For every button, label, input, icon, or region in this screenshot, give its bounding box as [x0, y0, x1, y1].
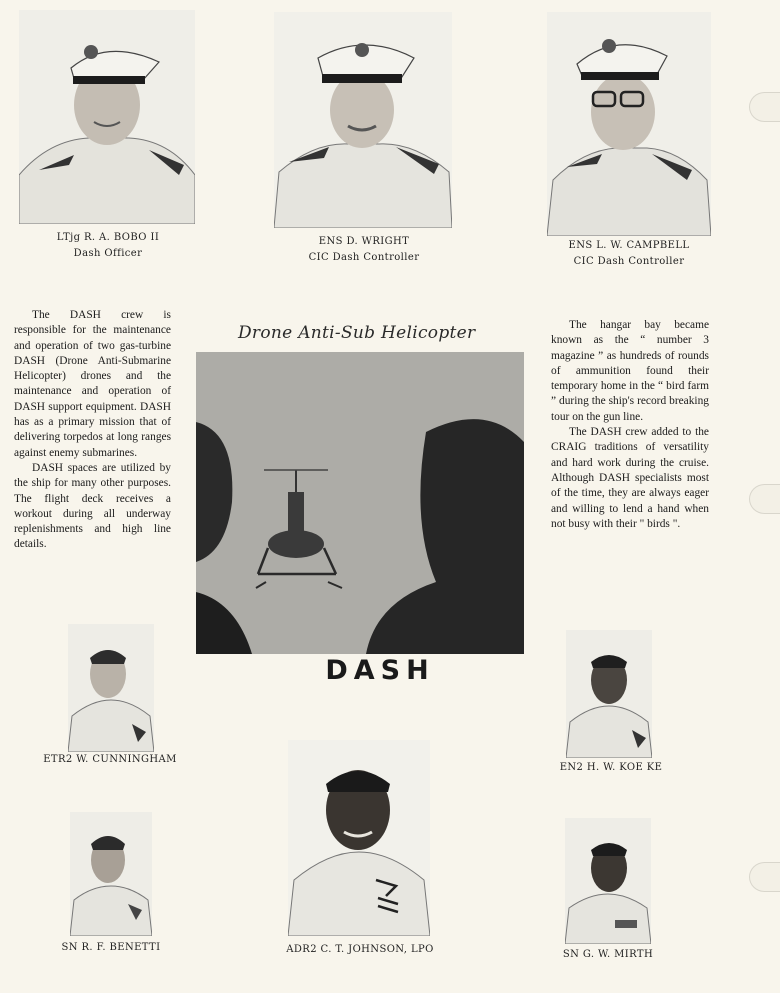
crew-photo-johnson	[288, 740, 430, 936]
officer-photo-bobo	[19, 10, 195, 224]
officer-photo-campbell	[547, 12, 711, 236]
officer-photo-wright	[274, 12, 452, 228]
punch-hole	[749, 484, 780, 514]
officer-name: LTjg R. A. BOBO II	[56, 232, 160, 243]
crew-caption-benetti	[44, 940, 178, 956]
officer-title: Dash Officer	[73, 248, 143, 259]
crew-caption-cunningham	[40, 752, 180, 768]
paragraph: The DASH crew is responsible for the maintenance and operation of two gas-turbine DASH (Drone Anti-Submarine Helicopter) drones and the maintenance and operation of DASH support equipment. DASH has as a primary mission that of delivering torpedos at long ranges against enemy submarines.	[14, 309, 171, 459]
paragraph: DASH spaces are utilized by the ship for many other purposes. The flight deck receives a workout during all underway replenishments and high line details.	[14, 461, 171, 551]
right-article-text	[551, 318, 709, 532]
crew-name: ADR2 C. T. JOHNSON, LPO	[286, 944, 434, 955]
crew-name: SN G. W. MIRTH	[562, 949, 654, 960]
crew-photo-koeke	[566, 630, 652, 758]
officer-name: ENS D. WRIGHT	[318, 236, 410, 247]
crew-photo-mirth	[565, 818, 651, 944]
officer-name: ENS L. W. CAMPBELL	[568, 240, 690, 251]
crew-photo-cunningham	[68, 624, 154, 752]
paragraph: The hangar bay became known as the “ number 3 magazine ” as hundreds of rounds of ammunition found their temporary home in the “ bird farm ” during the ship's record breaking tour on the gun line.	[551, 319, 709, 423]
page-title: DASH	[325, 655, 435, 686]
officer-caption-campbell	[541, 238, 717, 270]
officer-title: CIC Dash Controller	[573, 256, 685, 267]
officer-caption-wright	[276, 234, 452, 266]
officer-caption-bobo	[20, 230, 196, 262]
script-title: Drone Anti-Sub Helicopter	[238, 323, 476, 343]
crew-name: ETR2 W. CUNNINGHAM	[43, 754, 177, 765]
left-article-text	[14, 308, 171, 553]
crew-photo-benetti	[70, 812, 152, 936]
paragraph: The DASH crew added to the CRAIG traditions of versatility and hard work during the cruise. Although DASH specialists most of the time, they are always eager and willing to lend a hand when not busy with their " birds ".	[551, 426, 709, 530]
officer-title: CIC Dash Controller	[308, 252, 420, 263]
crew-caption-koeke	[546, 760, 676, 776]
crew-name: EN2 H. W. KOE KE	[559, 762, 663, 773]
crew-caption-mirth	[548, 947, 668, 963]
crew-caption-johnson	[272, 942, 448, 958]
drone-helicopter-photo	[196, 352, 524, 654]
punch-hole	[749, 92, 780, 122]
punch-hole	[749, 862, 780, 892]
crew-name: SN R. F. BENETTI	[61, 942, 161, 953]
